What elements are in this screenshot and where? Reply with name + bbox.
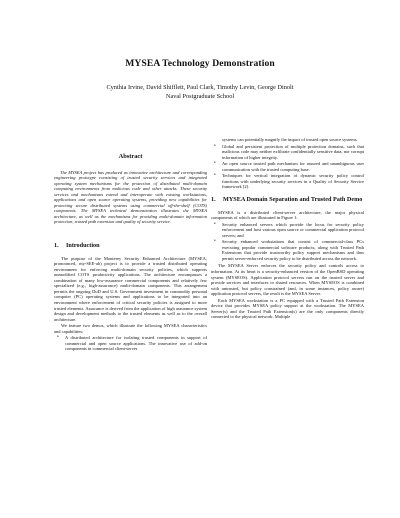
list-item (214, 143, 364, 161)
domain-paragraph-3: Each MYSEA workstation is a PC equipped with a Trusted Path Extension device that provides MYSEA policy support at the workstation. The MYSEA Server(s) and the Trusted Path Extension(s) are the only components directly connected to the physical network. Multiple (211, 297, 364, 320)
abstract-heading: Abstract (118, 153, 143, 160)
section-heading-introduction (54, 242, 207, 250)
domain-paragraph-2: The MYSEA Server enforces the security policy and controls access to information. At its heart is a security-enhanced version of the OpenBSD operating system (MYSEOS). Application protocol servers run on the trusted server and provide services and interfaces to shared resources. When MYSEOS is combined with untrusted, but policy constrained (and, in some instances, policy aware) application protocol servers, the result is the MYSEA Server. (211, 263, 364, 297)
bullet-icon: • (214, 161, 216, 167)
section-heading-domain-separation (211, 196, 364, 204)
intro-paragraph-2: We feature two demos, which illustrate the following MYSEA characteristics and capabilities: (54, 323, 207, 334)
paper-title: MYSEA Technology Demonstration (125, 58, 275, 69)
list-item (214, 221, 364, 239)
list-item-text: Security enhanced workstations that consist of commercial-class PCs executing popular commercial software products, along with Trusted Path Extensions that provide trustworthy policy support mechanisms and thus permit server-enforced security policy to be distributed across the network. (222, 239, 364, 261)
author-names: Cynthia Irvine, David Shifflett, Paul Clark, Timothy Levin, George Dinolt (106, 84, 294, 91)
list-item (214, 161, 364, 172)
bullet-icon: • (214, 221, 216, 227)
bullet-icon: • (214, 143, 216, 149)
list-item-text: An open source trusted path mechanism for assured and unambiguous user communication with the trusted computing base. (222, 161, 364, 172)
bullet-icon: • (57, 335, 59, 341)
list-item-text: Techniques for vertical integration of dynamic security policy control functions with underlying security services in a Quality of Security Service framework [2]. (222, 173, 364, 190)
right-column (211, 137, 364, 321)
capability-bullet-list (211, 144, 364, 190)
domain-paragraph-1: MYSEA is a distributed client-server architecture, the major physical components of which are illustrated in Figure 1: (211, 209, 364, 221)
bullet-icon: • (214, 239, 216, 245)
list-item-text: Security enhanced servers which provide the locus for security policy enforcement and host various open source or commercial application protocol servers; and (222, 221, 364, 238)
list-item-text: Global and persistent protection of multiple protection domains, such that malicious code may neither exfiltrate confidentially sensitive data, nor corrupt information of higher integrity. (222, 143, 364, 160)
list-item (214, 239, 364, 261)
section-number: 1. (54, 242, 59, 250)
intro-bullet-list (54, 335, 207, 352)
section-title: MYSEA Domain Separation and Trusted Path Demo (223, 195, 363, 203)
bullet-icon: • (214, 173, 216, 179)
bullet-continuation: systems can potentially magnify the impact of trusted open source systems. (222, 137, 358, 142)
author-block (0, 84, 400, 101)
section-title: Introduction (66, 242, 100, 250)
list-item-text: A distributed architecture for isolating trusted components in support of commercial and open source applications. The innovative use of add-on components in commercial client-server (65, 335, 207, 352)
intro-paragraph-1: The purpose of the Monterey Security Enhanced Architecture (MYSEA, pronounced, my-SEE-ah) project is to provide a trusted distributed operating environment for enforcing multi-domain security policies, which supports unmodified COTS productivity applications. The architecture encompasses a combination of many low-assurance commercial components and relatively few specialized (e.g., high-assurance) multi-domain components. This arrangement permits the ongoing DoD and U.S. Government investment in commodity personal computer (PC) operating systems and applications to be integrated into an environment where enforcement of critical security policies is assigned to more trusted elements. Assurance is derived from the application of high assurance system design and development methods to the trusted elements as well as to the overall architecture. (54, 255, 207, 322)
abstract-text: The MYSEA project has produced as innovative architecture and corresponding engineering prototype consisting of trusted security services and integrated operating system mechanisms for the protection of distributed multi-domain computing environments from malicious code and other attacks. These security services and mechanisms extend and interoperate with existing workstations, applications and open source operating systems, providing new capabilities for protecting secure distributed systems using commercial off-the-shelf (COTS) components. The MYSEA technical demonstration illustrates the MYSEA architecture, as well as the mechanisms for providing multi-domain information protection, trusted path extension and quality of security service. (54, 169, 207, 225)
list-item (57, 335, 207, 352)
component-bullet-list (211, 222, 364, 262)
left-column (54, 154, 207, 354)
list-item (214, 173, 364, 190)
section-number: 1. (211, 195, 216, 203)
author-affiliation: Naval Postgraduate School (165, 92, 235, 100)
